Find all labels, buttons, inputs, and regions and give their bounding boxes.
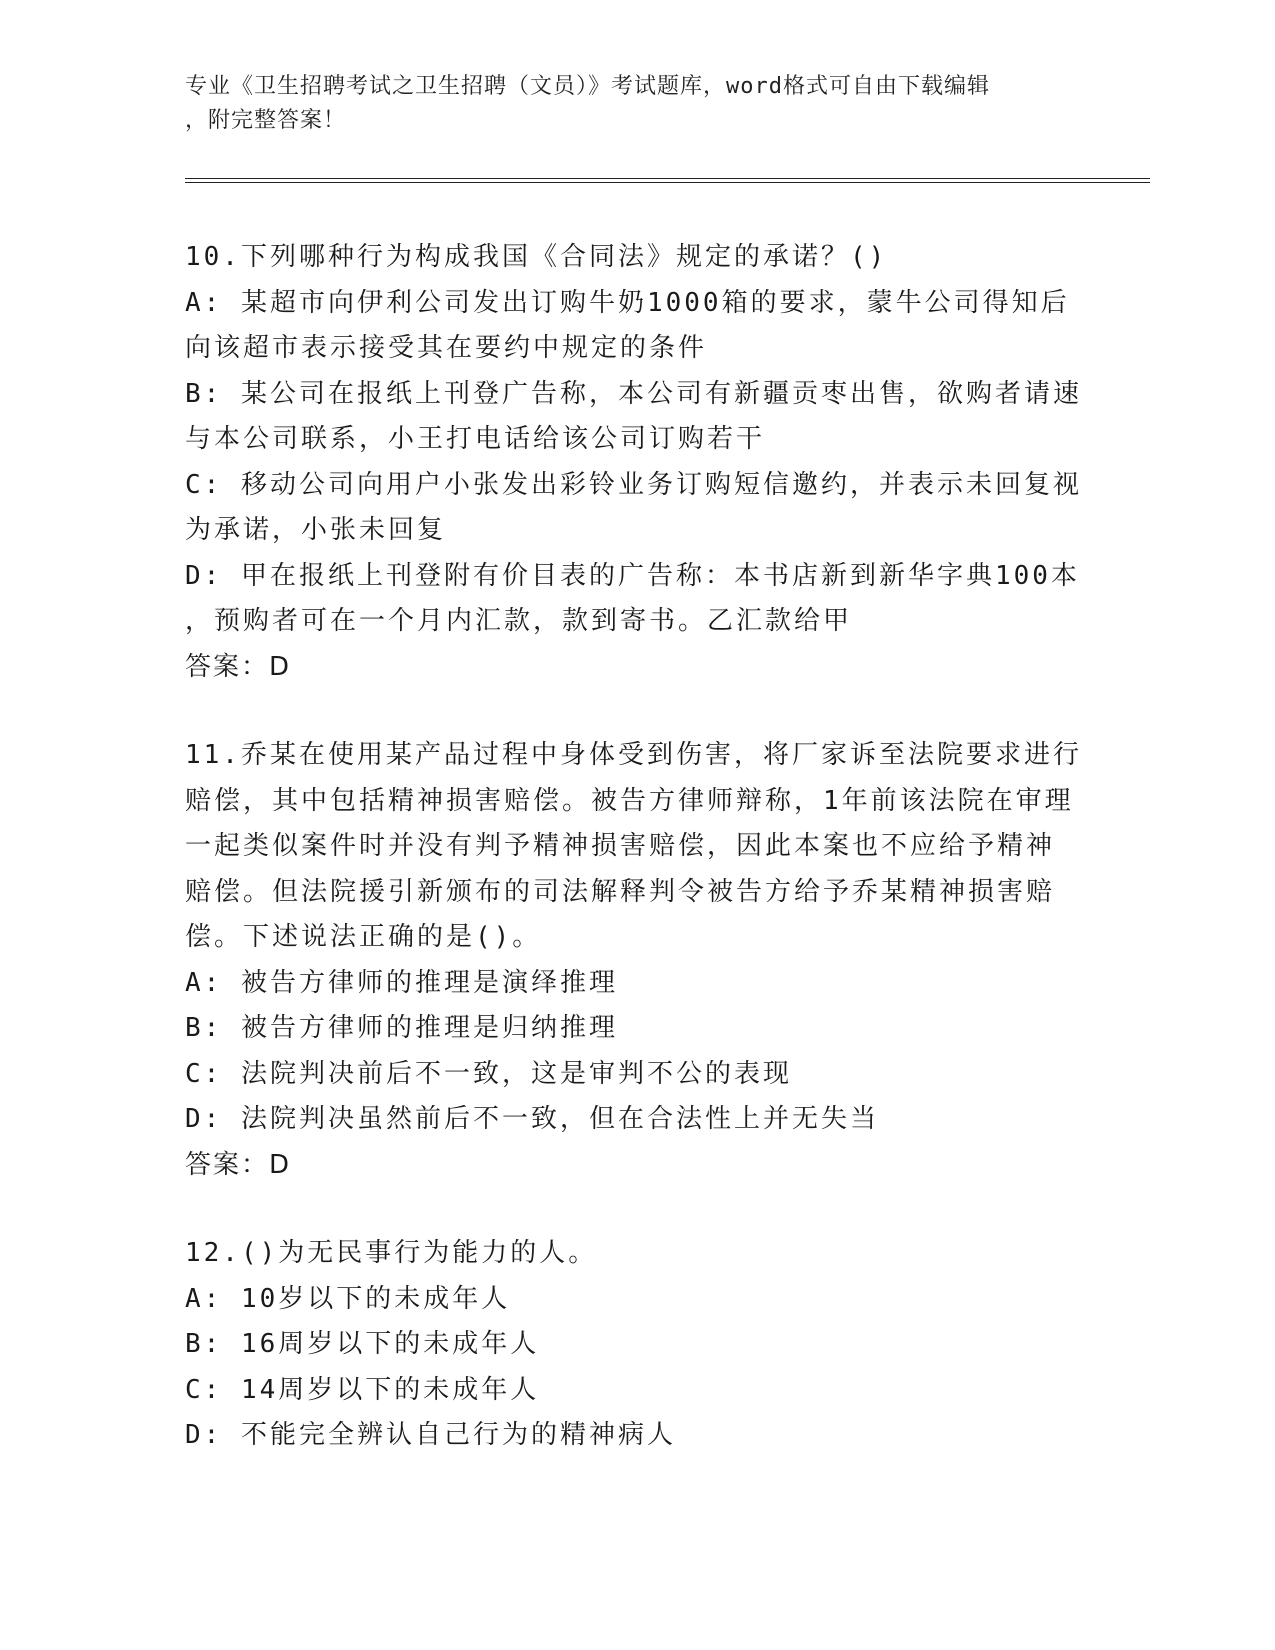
option-b: B: 16周岁以下的未成年人 xyxy=(185,1329,540,1359)
question-stem-continued: 赔偿。但法院援引新颁布的司法解释判令被告方给予乔某精神损害赔 xyxy=(185,876,1056,907)
question-stem: 11.乔某在使用某产品过程中身体受到伤害，将厂家诉至法院要求进行 xyxy=(185,740,1082,770)
question-11 xyxy=(185,733,1085,1188)
question-stem: 10.下列哪种行为构成我国《合同法》规定的承诺？() xyxy=(185,242,888,272)
option-a: A: 被告方律师的推理是演绎推理 xyxy=(185,967,618,998)
option-c: C: 移动公司向用户小张发出彩铃业务订购短信邀约，并表示未回复视 xyxy=(185,469,1082,500)
question-10 xyxy=(185,235,1085,690)
answer-label: 答案：D xyxy=(185,1149,292,1180)
option-d: D: 法院判决虽然前后不一致，但在合法性上并无失当 xyxy=(185,1104,879,1134)
option-d: D: 不能完全辨认自己行为的精神病人 xyxy=(185,1420,676,1450)
question-stem-continued: 一起类似案件时并没有判予精神损害赔偿，因此本案也不应给予精神 xyxy=(185,831,1056,861)
option-b-continued: 与本公司联系，小王打电话给该公司订购若干 xyxy=(185,424,766,454)
header-line-1: 专业《卫生招聘考试之卫生招聘（文员）》考试题库，word格式可自由下载编辑 xyxy=(185,74,990,99)
option-d-continued: ，预购者可在一个月内汇款，款到寄书。乙汇款给甲 xyxy=(185,606,853,636)
option-d: D: 甲在报纸上刊登附有价目表的广告称：本书店新到新华字典100本 xyxy=(185,560,1080,591)
question-12 xyxy=(185,1231,1085,1459)
question-stem-continued: 偿。下述说法正确的是()。 xyxy=(185,922,542,952)
option-a: A: 10岁以下的未成年人 xyxy=(185,1283,511,1314)
option-a-continued: 向该超市表示接受其在要约中规定的条件 xyxy=(185,333,708,363)
option-c: C: 法院判决前后不一致，这是审判不公的表现 xyxy=(185,1058,792,1089)
option-a: A: 某超市向伊利公司发出订购牛奶1000箱的要求，蒙牛公司得知后 xyxy=(185,287,1070,318)
answer-label: 答案：D xyxy=(185,651,292,682)
question-stem: 12.()为无民事行为能力的人。 xyxy=(185,1238,598,1268)
option-b: B: 被告方律师的推理是归纳推理 xyxy=(185,1013,618,1043)
document-header xyxy=(185,70,1085,138)
option-c: C: 14周岁以下的未成年人 xyxy=(185,1374,540,1405)
option-c-continued: 为承诺，小张未回复 xyxy=(185,515,447,545)
question-stem-continued: 赔偿，其中包括精神损害赔偿。被告方律师辩称，1年前该法院在审理 xyxy=(185,785,1074,816)
option-b: B: 某公司在报纸上刊登广告称，本公司有新疆贡枣出售，欲购者请速 xyxy=(185,378,1082,409)
header-line-2: ，附完整答案！ xyxy=(185,108,347,133)
header-divider xyxy=(185,178,1150,183)
